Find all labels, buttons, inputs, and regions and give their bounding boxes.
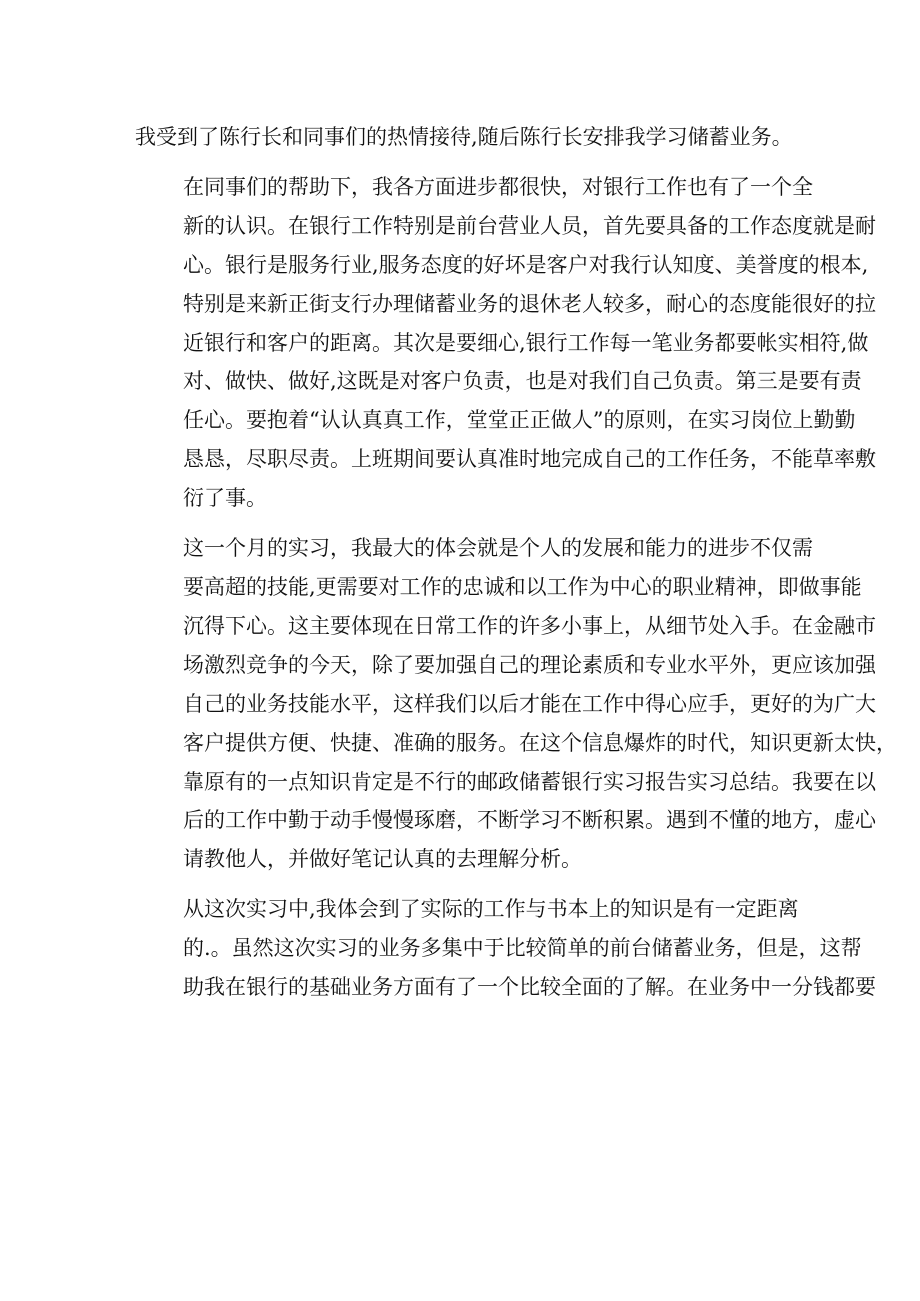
text-line: 近银行和客户的距离。其次是要细心,银行工作每一笔业务都要帐实相符,做 <box>183 330 869 355</box>
text-line: 在同事们的帮助下，我各方面进步都很快，对银行工作也有了一个全 <box>183 174 813 199</box>
text-line: 助我在银行的基础业务方面有了一个比较全面的了解。在业务中一分钱都要 <box>183 975 876 1000</box>
text-line: 沉得下心。这主要体现在日常工作的许多小事上，从细节处入手。在金融市 <box>183 613 876 638</box>
text-line: 任心。要抱着“认认真真工作，堂堂正正做人”的原则，在实习岗位上勤勤 <box>183 408 856 433</box>
text-line: 请教他人，并做好笔记认真的去理解分析。 <box>183 847 582 872</box>
text-line: 特别是来新正街支行办理储蓄业务的退休老人较多，耐心的态度能很好的拉 <box>183 291 876 316</box>
text-line: 的.。虽然这次实习的业务多集中于比较简单的前台储蓄业务，但是，这帮 <box>183 936 862 961</box>
document-body <box>135 118 897 1007</box>
text-line: 恳恳，尽职尽责。上班期间要认真准时地完成自己的工作任务，不能草率敷 <box>183 447 876 472</box>
text-line: 这一个月的实习，我最大的体会就是个人的发展和能力的进步不仅需 <box>183 536 813 561</box>
text-line: 要高超的技能,更需要对工作的忠诚和以工作为中心的职业精神，即做事能 <box>183 574 862 599</box>
text-line: 我受到了陈行长和同事们的热情接待,随后陈行长安排我学习储蓄业务。 <box>135 125 793 149</box>
paragraph-2 <box>135 168 876 518</box>
text-line: 衍了事。 <box>183 486 267 511</box>
text-line: 从这次实习中,我体会到了实际的工作与书本上的知识是有一定距离 <box>183 897 799 922</box>
paragraph-1 <box>135 118 797 157</box>
text-line: 自己的业务技能水平，这样我们以后才能在工作中得心应手，更好的为广大 <box>183 691 876 716</box>
paragraph-4 <box>135 890 876 1007</box>
text-line: 客户提供方便、快捷、准确的服务。在这个信息爆炸的时代，知识更新太快， <box>183 730 897 755</box>
text-line: 新的认识。在银行工作特别是前台营业人员，首先要具备的工作态度就是耐 <box>183 213 876 238</box>
text-line: 对、做快、做好,这既是对客户负责，也是对我们自己负责。第三是要有责 <box>183 369 862 394</box>
text-line: 后的工作中勤于动手慢慢琢磨，不断学习不断积累。遇到不懂的地方，虚心 <box>183 808 876 833</box>
paragraph-3 <box>135 529 897 879</box>
text-line: 靠原有的一点知识肯定是不行的邮政储蓄银行实习报告实习总结。我要在以 <box>183 769 876 794</box>
text-line: 场激烈竞争的今天，除了要加强自己的理论素质和专业水平外，更应该加强 <box>183 652 876 677</box>
text-line: 心。银行是服务行业,服务态度的好坏是客户对我行认知度、美誉度的根本, <box>183 252 869 277</box>
